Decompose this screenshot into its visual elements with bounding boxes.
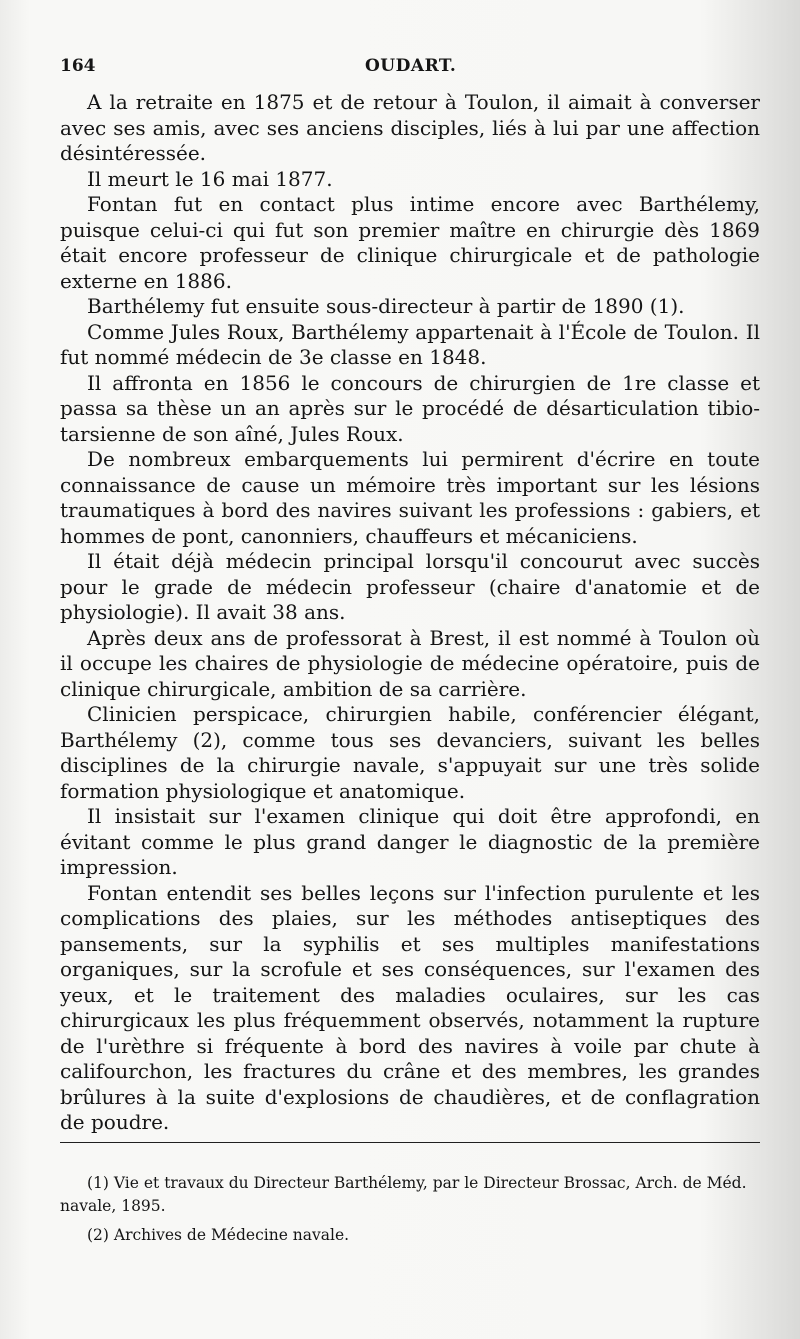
body-text	[60, 90, 760, 1136]
footnote: (2) Archives de Médecine navale.	[87, 1226, 350, 1244]
page-number: 164	[60, 56, 96, 76]
footnotes	[60, 1172, 760, 1253]
page-header	[60, 56, 760, 80]
footnote-divider	[60, 1142, 760, 1143]
paragraph: De nombreux embarquements lui permirent d'écrire en toute connaissance de cause un mémoire très important sur les lésions traumatiques à bord des navires suivant les professions : gabiers, et hommes de pont, canonniers, chauffeurs et mécaniciens.	[60, 447, 760, 548]
paragraph: Après deux ans de professorat à Brest, il est nommé à Toulon où il occupe les chaires de physiologie de médecine opératoire, puis de clinique chirurgicale, ambition de sa carrière.	[60, 625, 760, 701]
paragraph: Il meurt le 16 mai 1877.	[87, 166, 333, 191]
paragraph: Il était déjà médecin principal lorsqu'il concourut avec succès pour le grade de médecin professeur (chaire d'anatomie et de physiologie). Il avait 38 ans.	[60, 549, 760, 624]
footnote: (1) Vie et travaux du Directeur Barthélemy, par le Directeur Brossac, Arch. de Méd. navale, 1895.	[60, 1174, 747, 1215]
running-title: OUDART.	[365, 56, 457, 76]
paragraph: Il insistait sur l'examen clinique qui doit être approfondi, en évitant comme le plus grand danger le diagnostic de la première impression.	[60, 804, 760, 879]
paragraph: A la retraite en 1875 et de retour à Toulon, il aimait à converser avec ses amis, avec ses anciens disciples, liés à lui par une affection désintéressée.	[60, 90, 760, 165]
paragraph: Barthélemy fut ensuite sous-directeur à partir de 1890 (1).	[87, 294, 685, 318]
paragraph: Comme Jules Roux, Barthélemy appartenait à l'École de Toulon. Il fut nommé médecin de 3e classe en 1848.	[60, 319, 760, 369]
paragraph: Clinicien perspicace, chirurgien habile, conférencier élégant, Barthélemy (2), comme tous ses devanciers, suivant les belles disciplines de la chirurgie navale, s'appuyait sur une très solide formation physiologique et anatomique.	[60, 702, 760, 803]
paragraph: Fontan entendit ses belles leçons sur l'infection purulente et les complications des plaies, sur les méthodes antiseptiques des pansements, sur la syphilis et ses multiples manifestations organiques, sur la scrofule et ses conséquences, sur l'examen des yeux, et le traitement des maladies oculaires, sur les cas chirurgicaux les plus fréquemment observés, notamment la rupture de l'urèthre si fréquente à bord des navires à voile par chute à califourchon, les fractures du crâne et des membres, les grandes brûlures à la suite d'explosions de chaudières, et de conflagration de poudre.	[60, 880, 760, 1134]
paragraph: Fontan fut en contact plus intime encore avec Barthélemy, puisque celui-ci qui fut son premier maître en chirurgie dès 1869 était encore professeur de clinique chirurgicale et de pathologie externe en 1886.	[60, 192, 760, 293]
paragraph: Il affronta en 1856 le concours de chirurgien de 1re classe et passa sa thèse un an après sur le procédé de désarticulation tibio-tarsienne de son aîné, Jules Roux.	[60, 370, 760, 446]
